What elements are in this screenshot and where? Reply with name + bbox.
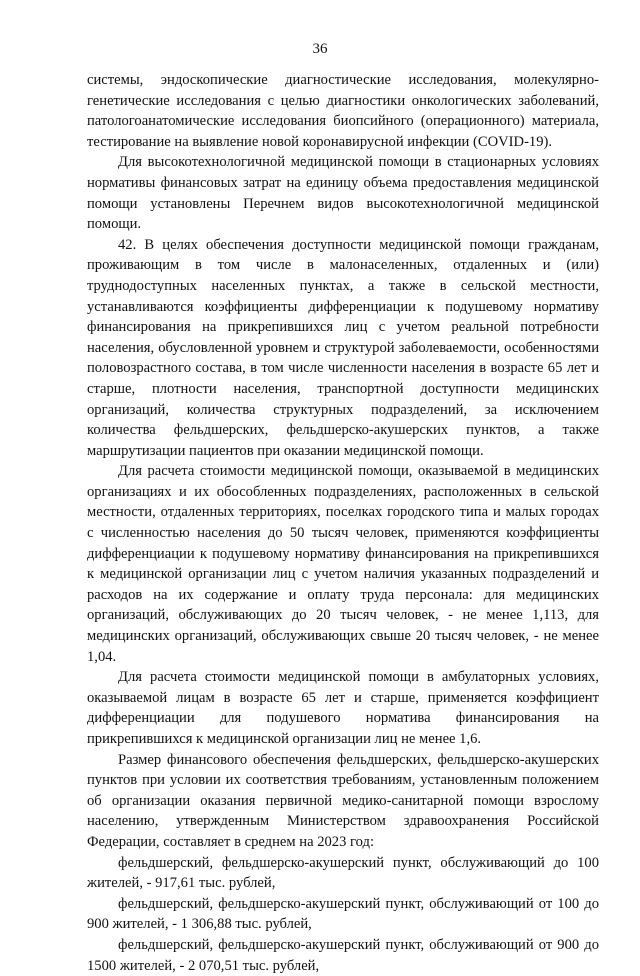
paragraph-elderly-coefficient: Для расчета стоимости медицинской помощи в амбулаторных условиях, оказываемой лицам в возрасте 65 лет и старше, применяется коэффициент дифференциации для подушевого норматива финансирования на прикрепившихся к медицинской организации лиц не менее 1,6. (87, 669, 599, 747)
list-item-up-to-100: фельдшерский, фельдшерско-акушерский пункт, обслуживающий до 100 жителей, - 917,61 тыс. рублей, (87, 854, 599, 892)
paragraph-feldsher-funding: Размер финансового обеспечения фельдшерских, фельдшерско-акушерских пунктов при условии их соответствия требованиям, установленным положением об организации оказания первичной медико-санитарной помощи взрослому населению, утвержденным Министерством здравоохранения Российской Федерации, составляет в среднем на 2023 год: (87, 751, 599, 850)
paragraph-high-tech-care: Для высокотехнологичной медицинской помощи в стационарных условиях нормативы финансовых затрат на единицу объема предоставления медицинской помощи установлены Перечнем видов высокотехнологичной медицинской помощи. (87, 154, 599, 233)
paragraph-rural-coefficients: Для расчета стоимости медицинской помощи, оказываемой в медицинских организациях и их обособленных подразделениях, расположенных в сельской местности, отдаленных территориях, поселках городского типа и малых городах с численностью населения до 50 тысяч человек, применяются коэффициенты дифференциации к подушевому нормативу финансирования на прикрепившихся к медицинской организации лиц с учетом наличия указанных подразделений и расходов на их содержание и оплату труда персонала: для медицинских организаций, обслуживающих до 20 тысяч человек, - не менее 1,113, для медицинских организаций, обслуживающих свыше 20 тысяч человек, - не менее 1,04. (87, 463, 599, 665)
paragraph-continuation: системы, эндоскопические диагностические исследования, молекулярно-генетические исследования с целью диагностики онкологических заболеваний, патологоанатомические исследования биопсийного (операционного) материала, тестирование на выявление новой коронавирусной инфекции (COVID-19). (87, 72, 599, 150)
list-item-100-to-900: фельдшерский, фельдшерско-акушерский пункт, обслуживающий от 100 до 900 жителей, - 1 306,88 тыс. рублей, (87, 895, 599, 933)
paragraph-clause-42: 42. В целях обеспечения доступности медицинской помощи гражданам, проживающим в том числе в малонаселенных, отдаленных и (или) труднодоступных населенных пунктах, а также в сельской местности, устанавливаются коэффициенты дифференциации к подушевому нормативу финансирования на прикрепившихся лиц с учетом реальной потребности населения, обусловленной уровнем и структурой заболеваемости, особенностями половозрастного состава, в том числе численности населения в возрасте 65 лет и старше, плотности населения, транспортной доступности медицинских организаций, количества структурных подразделений, за исключением количества фельдшерских, фельдшерско-акушерских пунктов, а также маршрутизации пациентов при оказании медицинской помощи. (87, 236, 599, 459)
page-number: 36 (312, 41, 328, 57)
list-item-900-to-1500: фельдшерский, фельдшерско-акушерский пункт, обслуживающий от 900 до 1500 жителей, - 2 070,51 тыс. рублей, (87, 936, 599, 974)
document-body (87, 70, 599, 976)
